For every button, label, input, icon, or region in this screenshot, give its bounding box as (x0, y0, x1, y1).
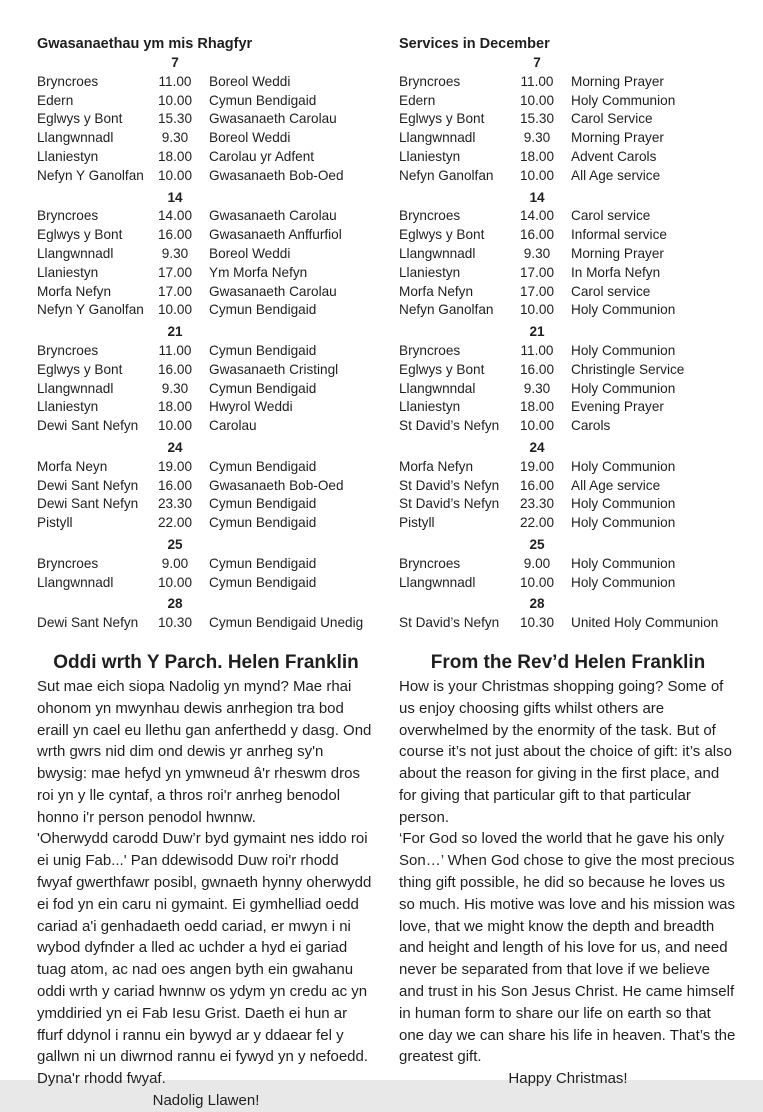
service-time: 10.00 (519, 167, 555, 183)
english-letter-title: From the Rev’d Helen Franklin (430, 651, 706, 673)
service-row (37, 514, 375, 533)
day-spacer (37, 54, 150, 73)
service-row (37, 73, 375, 92)
service-time: 19.00 (519, 458, 555, 474)
service-name: Hwyrol Weddi (209, 399, 293, 415)
service-row (399, 283, 737, 302)
church-name: Llaniestyn (37, 148, 99, 164)
service-name: Cymun Bendigaid (209, 555, 317, 571)
service-row (399, 207, 737, 226)
service-time: 9.30 (523, 380, 551, 396)
service-time: 15.30 (519, 111, 555, 127)
service-time: 15.30 (157, 111, 193, 127)
day-spacer (399, 54, 512, 73)
english-letter-body (399, 676, 737, 1068)
welsh-letter-body (37, 676, 375, 1090)
church-name: Eglwys y Bont (37, 361, 123, 377)
service-row (37, 129, 375, 148)
service-name: All Age service (571, 167, 661, 183)
service-name: Morning Prayer (571, 245, 664, 261)
service-row (37, 398, 375, 417)
service-name: Morning Prayer (571, 130, 664, 146)
day-header-row (37, 54, 375, 73)
service-name: Morning Prayer (571, 73, 664, 89)
day-header-row (37, 595, 375, 614)
service-name: Holy Communion (571, 555, 676, 571)
service-name: All Age service (571, 477, 661, 493)
service-time: 23.30 (157, 496, 193, 512)
church-name: St David’s Nefyn (399, 615, 500, 631)
church-name: St David’s Nefyn (399, 477, 500, 493)
service-time: 14.00 (519, 208, 555, 224)
day-spacer (562, 54, 737, 73)
service-name: Holy Communion (571, 302, 676, 318)
service-time: 10.00 (519, 574, 555, 590)
service-time: 11.00 (158, 342, 192, 358)
church-name: Morfa Nefyn (37, 283, 112, 299)
service-name: Holy Communion (571, 458, 676, 474)
service-name: Advent Carols (571, 148, 657, 164)
service-time: 14.00 (157, 208, 193, 224)
church-name: Eglwys y Bont (37, 227, 123, 243)
service-row (399, 458, 737, 477)
service-name: Gwasanaeth Carolau (209, 208, 337, 224)
day-spacer (562, 323, 737, 342)
service-name: Cymun Bendigaid (209, 515, 317, 531)
service-name: Carols (571, 418, 611, 434)
day-number: 24 (529, 439, 545, 455)
service-name: Evening Prayer (571, 399, 664, 415)
day-spacer (399, 595, 512, 614)
church-name: Llangwnnadl (37, 245, 114, 261)
service-row (399, 110, 737, 129)
service-time: 22.00 (519, 515, 555, 531)
church-name: Llangwnnadl (37, 380, 114, 396)
church-name: Llaniestyn (399, 264, 461, 280)
day-spacer (200, 189, 375, 208)
service-row (37, 264, 375, 283)
service-time: 9.30 (523, 245, 551, 261)
service-row (399, 380, 737, 399)
service-time: 17.00 (157, 264, 193, 280)
service-name: Cymun Bendigaid (209, 92, 317, 108)
day-number: 25 (529, 536, 545, 552)
day-spacer (200, 323, 375, 342)
service-time: 11.00 (520, 342, 554, 358)
church-name: Edern (37, 92, 74, 108)
service-name: Gwasanaeth Anffurfiol (209, 227, 342, 243)
church-name: Bryncroes (399, 555, 461, 571)
day-number: 25 (167, 536, 183, 552)
church-name: Edern (399, 92, 436, 108)
service-row (399, 417, 737, 436)
service-name: Cymun Bendigaid (209, 458, 317, 474)
service-time: 18.00 (519, 148, 555, 164)
welsh-column (37, 34, 375, 1110)
service-row (37, 110, 375, 129)
church-name: Bryncroes (399, 208, 461, 224)
service-name: Holy Communion (571, 92, 676, 108)
church-name: Llangwnndal (399, 380, 476, 396)
service-name: In Morfa Nefyn (571, 264, 661, 280)
day-number: 14 (167, 189, 183, 205)
service-time: 16.00 (519, 361, 555, 377)
service-row (399, 92, 737, 111)
welsh-letter (37, 650, 375, 1112)
service-row (399, 477, 737, 496)
church-name: Eglwys y Bont (399, 361, 485, 377)
service-name: Cymun Bendigaid Unedig (209, 615, 364, 631)
service-row (37, 361, 375, 380)
day-number: 21 (167, 324, 183, 340)
service-time: 17.00 (519, 264, 555, 280)
service-row (37, 226, 375, 245)
service-row (399, 342, 737, 361)
service-time: 10.00 (519, 418, 555, 434)
service-time: 10.00 (157, 574, 193, 590)
service-row (37, 614, 375, 633)
welsh-schedule-title: Gwasanaethau ym mis Rhagfyr (37, 36, 253, 52)
church-name: Llangwnnadl (399, 574, 476, 590)
welsh-letter-closing: Nadolig Llawen! (152, 1092, 260, 1110)
service-time: 10.00 (157, 418, 193, 434)
service-row (37, 283, 375, 302)
day-header-row (399, 536, 737, 555)
day-spacer (562, 595, 737, 614)
church-name: Bryncroes (37, 342, 99, 358)
day-spacer (399, 439, 512, 458)
service-name: Holy Communion (571, 574, 676, 590)
day-header-row (37, 439, 375, 458)
service-name: Boreol Weddi (209, 73, 291, 89)
service-time: 16.00 (157, 477, 193, 493)
church-name: Eglwys y Bont (399, 227, 485, 243)
church-name: Llaniestyn (399, 399, 461, 415)
service-row (399, 167, 737, 186)
service-time: 9.30 (161, 130, 189, 146)
day-spacer (37, 439, 150, 458)
day-spacer (562, 439, 737, 458)
service-row (37, 555, 375, 574)
service-name: Gwasanaeth Carolau (209, 283, 337, 299)
service-row (37, 342, 375, 361)
service-row (37, 574, 375, 593)
church-name: Nefyn Ganolfan (399, 167, 494, 183)
church-name: Eglwys y Bont (399, 111, 485, 127)
service-row (399, 361, 737, 380)
church-name: Nefyn Ganolfan (399, 302, 494, 318)
service-name: Gwasanaeth Bob-Oed (209, 477, 344, 493)
service-time: 10.00 (519, 92, 555, 108)
service-time: 18.00 (157, 148, 193, 164)
service-row (37, 245, 375, 264)
church-name: Llaniestyn (399, 148, 461, 164)
service-row (37, 417, 375, 436)
service-time: 10.00 (157, 92, 193, 108)
day-spacer (562, 536, 737, 555)
service-row (399, 514, 737, 533)
service-time: 16.00 (157, 227, 193, 243)
church-name: Bryncroes (37, 208, 99, 224)
day-number: 21 (529, 324, 545, 340)
day-header-row (37, 189, 375, 208)
english-services-schedule (399, 34, 737, 633)
day-spacer (37, 595, 150, 614)
church-name: Morfa Nefyn (399, 458, 474, 474)
day-spacer (399, 189, 512, 208)
day-spacer (37, 189, 150, 208)
letter-paragraph: 'Oherwydd carodd Duw’r byd gymaint nes iddo roi ei unig Fab...' Pan ddewisodd Duw roi'r rhodd fwyaf gwerthfawr posibl, gwnaeth hynny oherwydd ei fod yn ein caru ni gymaint. Ei gymhelliad oedd cariad a'i genhadaeth oedd cariad, er mwyn i ni wybod dyfnder a lled ac uchder a hyd ei gariad tuag atom, ac nad oes angen byth ein gwahanu oddi wrth y cariad hwnnw os ydym yn credu ac yn ymddiried yn ei Fab Iesu Grist. Daeth ei hun ar ffurf ddynol i rannu ein bywyd ar y ddaear fel y gallwn ni un diwrnod rannu ei fywyd yn y nefoedd. Dyna'r rhodd fwyaf. (37, 830, 372, 1088)
service-row (37, 380, 375, 399)
church-name: Nefyn Y Ganolfan (37, 302, 144, 318)
service-time: 10.00 (157, 302, 193, 318)
english-letter-closing: Happy Christmas! (508, 1070, 628, 1088)
service-time: 11.00 (158, 73, 192, 89)
day-spacer (37, 323, 150, 342)
day-header-row (399, 54, 737, 73)
service-name: Gwasanaeth Cristingl (209, 361, 339, 377)
service-name: Christingle Service (571, 361, 685, 377)
day-number: 7 (171, 55, 179, 70)
service-name: Cymun Bendigaid (209, 380, 317, 396)
service-time: 10.30 (157, 615, 193, 631)
service-time: 9.30 (161, 245, 189, 261)
service-time: 17.00 (519, 283, 555, 299)
service-row (399, 398, 737, 417)
service-name: Carolau (209, 418, 257, 434)
church-name: Bryncroes (37, 73, 99, 89)
day-number: 24 (167, 439, 183, 455)
service-row (37, 458, 375, 477)
service-name: Carol service (571, 208, 651, 224)
service-row (37, 167, 375, 186)
english-column (399, 34, 737, 1088)
day-spacer (200, 595, 375, 614)
service-time: 23.30 (519, 496, 555, 512)
church-name: St David’s Nefyn (399, 418, 500, 434)
day-header-row (399, 595, 737, 614)
service-row (399, 73, 737, 92)
service-name: Carolau yr Adfent (209, 148, 315, 164)
service-name: Holy Communion (571, 342, 676, 358)
church-name: Dewi Sant Nefyn (37, 418, 139, 434)
service-row (399, 226, 737, 245)
church-name: Llangwnnadl (37, 130, 114, 146)
day-number: 14 (529, 189, 545, 205)
church-name: Morfa Neyn (37, 458, 108, 474)
service-time: 19.00 (157, 458, 193, 474)
church-name: Eglwys y Bont (37, 111, 123, 127)
church-name: Dewi Sant Nefyn (37, 496, 139, 512)
service-name: Ym Morfa Nefyn (209, 264, 308, 280)
service-row (399, 555, 737, 574)
service-row (37, 148, 375, 167)
day-header-row (37, 536, 375, 555)
service-name: Gwasanaeth Carolau (209, 111, 337, 127)
church-name: Bryncroes (399, 73, 461, 89)
day-number: 28 (529, 596, 545, 612)
church-name: Morfa Nefyn (399, 283, 474, 299)
service-row (37, 301, 375, 320)
welsh-services-schedule (37, 34, 375, 633)
service-time: 9.30 (161, 380, 189, 396)
church-name: Pistyll (37, 515, 73, 531)
service-time: 11.00 (520, 73, 554, 89)
service-row (399, 301, 737, 320)
service-time: 18.00 (157, 399, 193, 415)
service-row (399, 264, 737, 283)
service-time: 10.00 (519, 302, 555, 318)
service-row (399, 245, 737, 264)
service-time: 16.00 (157, 361, 193, 377)
service-row (399, 148, 737, 167)
day-header-row (399, 323, 737, 342)
service-row (399, 129, 737, 148)
english-schedule-body (399, 54, 737, 633)
service-row (399, 574, 737, 593)
church-name: Llangwnnadl (37, 574, 114, 590)
service-time: 9.00 (523, 555, 551, 571)
service-time: 9.00 (161, 555, 189, 571)
service-name: Holy Communion (571, 496, 676, 512)
church-name: Bryncroes (399, 342, 461, 358)
service-time: 9.30 (523, 130, 551, 146)
church-name: Llaniestyn (37, 399, 99, 415)
letter-paragraph: Sut mae eich siopa Nadolig yn mynd? Mae rhai ohonom yn mwynhau dewis anrhegion tra bod eraill yn cael eu llethu gan anferthedd y dasg. Ond wrth gwrs nid dim ond dewis yr anrheg sy'n bwysig: mae hefyd yn ymwneud â'r rheswm dros roi yn y lle cyntaf, a thros roi'r anrheg benodol honno i'r person penodol hwnnw. (37, 677, 372, 826)
church-name: Bryncroes (37, 555, 99, 571)
church-name: Pistyll (399, 515, 435, 531)
service-time: 18.00 (519, 399, 555, 415)
service-name: Cymun Bendigaid (209, 574, 317, 590)
service-name: Carol service (571, 283, 651, 299)
service-row (399, 614, 737, 633)
day-spacer (200, 439, 375, 458)
service-time: 16.00 (519, 477, 555, 493)
church-name: Dewi Sant Nefyn (37, 477, 139, 493)
service-name: Boreol Weddi (209, 130, 291, 146)
day-header-row (399, 189, 737, 208)
service-name: Holy Communion (571, 380, 676, 396)
service-name: Cymun Bendigaid (209, 302, 317, 318)
service-name: Boreol Weddi (209, 245, 291, 261)
service-name: Carol Service (571, 111, 653, 127)
english-schedule-title: Services in December (399, 36, 550, 52)
letter-paragraph: How is your Christmas shopping going? Some of us enjoy choosing gifts whilst others are overwhelmed by the enormity of the task. But of course it’s not just about the choice of gift: it’s also about the reason for giving in the first place, and for giving that particular gift to that particular person. (399, 677, 732, 826)
service-time: 10.30 (519, 615, 555, 631)
service-time: 22.00 (157, 515, 193, 531)
church-name: Llaniestyn (37, 264, 99, 280)
service-name: Cymun Bendigaid (209, 342, 317, 358)
day-header-row (399, 439, 737, 458)
service-name: Informal service (571, 227, 667, 243)
church-name: Dewi Sant Nefyn (37, 615, 139, 631)
service-time: 16.00 (519, 227, 555, 243)
service-name: Gwasanaeth Bob-Oed (209, 167, 344, 183)
service-time: 17.00 (157, 283, 193, 299)
day-number: 7 (533, 55, 541, 70)
welsh-letter-title: Oddi wrth Y Parch. Helen Franklin (53, 651, 359, 673)
church-name: Llangwnnadl (399, 130, 476, 146)
service-row (399, 495, 737, 514)
welsh-schedule-body (37, 54, 375, 633)
service-name: United Holy Communion (571, 615, 719, 631)
service-row (37, 477, 375, 496)
letter-paragraph: ‘For God so loved the world that he gave his only Son…’ When God chose to give the most precious thing gift possible, he did so because he loves us so much. His motive was love and his mission was love, that we might know the depth and breadth and height and length of his love for us, and need never be separated from that love if we believe and trust in his Son Jesus Christ. He came himself in human form to share our life on earth so that one day we can share his life in heaven. That’s the greatest gift. (399, 830, 736, 1066)
day-spacer (399, 536, 512, 555)
day-spacer (37, 536, 150, 555)
service-row (37, 495, 375, 514)
service-name: Holy Communion (571, 515, 676, 531)
church-name: St David’s Nefyn (399, 496, 500, 512)
day-spacer (399, 323, 512, 342)
day-spacer (200, 54, 375, 73)
day-spacer (200, 536, 375, 555)
day-spacer (562, 189, 737, 208)
service-time: 10.00 (157, 167, 193, 183)
service-name: Cymun Bendigaid (209, 496, 317, 512)
service-row (37, 207, 375, 226)
church-name: Nefyn Y Ganolfan (37, 167, 144, 183)
day-header-row (37, 323, 375, 342)
service-row (37, 92, 375, 111)
church-name: Llangwnnadl (399, 245, 476, 261)
english-letter (399, 650, 737, 1090)
day-number: 28 (167, 596, 183, 612)
